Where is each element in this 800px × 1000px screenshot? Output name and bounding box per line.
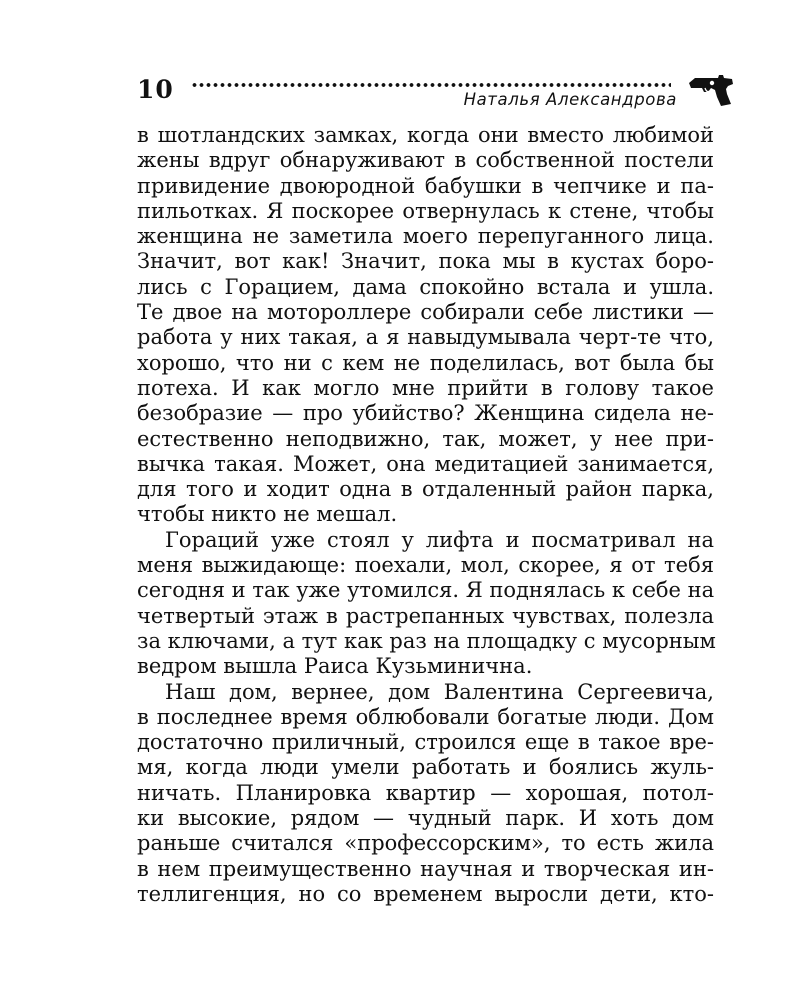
paragraph-first-line: Наш дом, вернее, дом Валентина Сергеевича, bbox=[165, 679, 714, 704]
running-head-author: Наталья Александрова bbox=[463, 90, 677, 109]
text-line: в шотландских замках, когда они вместо любимой bbox=[137, 123, 714, 147]
text-line: ки высокие, рядом — чудный парк. И хоть дом bbox=[137, 806, 714, 831]
text-line: хорошо, что ни с кем не поделилась, вот была бы bbox=[137, 350, 714, 375]
text-line: в последнее время облюбовали богатые люди. Дом bbox=[137, 704, 714, 729]
text-line: потеха. И как могло мне прийти в голову такое bbox=[137, 375, 714, 400]
text-line: раньше считался «профессорским», то есть жила bbox=[137, 831, 714, 856]
text-line: за ключами, а тут как раз на площадку с мусорным bbox=[137, 628, 716, 653]
text-line: пильотках. Я поскорее отвернулась к стене, чтобы bbox=[137, 198, 714, 223]
text-line: ничать. Планировка квартир — хорошая, потол- bbox=[137, 780, 714, 805]
text-line: четвертый этаж в растрепанных чувствах, полезла bbox=[137, 603, 714, 628]
text-line: привидение двоюродной бабушки в чепчике и па- bbox=[137, 173, 714, 198]
text-line: безобразие — про убийство? Женщина сидела не- bbox=[137, 401, 714, 426]
text-line: лись с Горацием, дама спокойно встала и ушла. bbox=[137, 274, 714, 299]
text-line: меня выжидающе: поехали, мол, скорее, я от тебя bbox=[137, 553, 714, 578]
body-text bbox=[137, 123, 714, 907]
paragraph-last-line: чтобы никто не мешал. bbox=[137, 502, 398, 527]
text-line: работа у них такая, а я навыдумывала черт-те что, bbox=[137, 325, 714, 350]
text-line: мя, когда люди умели работать и боялись жуль- bbox=[137, 755, 714, 780]
paragraph-first-line: Гораций уже стоял у лифта и посматривал на bbox=[165, 527, 714, 552]
text-line: достаточно приличный, строился еще в такое вре- bbox=[137, 730, 714, 755]
dot-leader bbox=[191, 82, 671, 88]
text-line: в нем преимущественно научная и творческая ин- bbox=[137, 856, 714, 881]
text-line: теллигенция, но со временем выросли дети, кто- bbox=[137, 881, 714, 906]
text-line: вычка такая. Может, она медитацией занимается, bbox=[137, 451, 714, 476]
text-line: Значит, вот как! Значит, пока мы в кустах боро- bbox=[137, 249, 714, 274]
page-number: 10 bbox=[137, 75, 174, 104]
text-line: жены вдруг обнаруживают в собственной постели bbox=[137, 148, 714, 173]
text-line: женщина не заметила моего перепуганного лица. bbox=[137, 224, 714, 249]
text-line: естественно неподвижно, так, может, у нее при- bbox=[137, 426, 714, 451]
revolver-icon bbox=[688, 70, 736, 108]
paragraph-last-line: ведром вышла Раиса Кузьминична. bbox=[137, 654, 533, 679]
text-line: для того и ходит одна в отдаленный район парка, bbox=[137, 477, 714, 502]
text-line: Те двое на мотороллере собирали себе листики — bbox=[137, 300, 714, 325]
text-line: сегодня и так уже утомился. Я поднялась к себе на bbox=[137, 578, 715, 603]
